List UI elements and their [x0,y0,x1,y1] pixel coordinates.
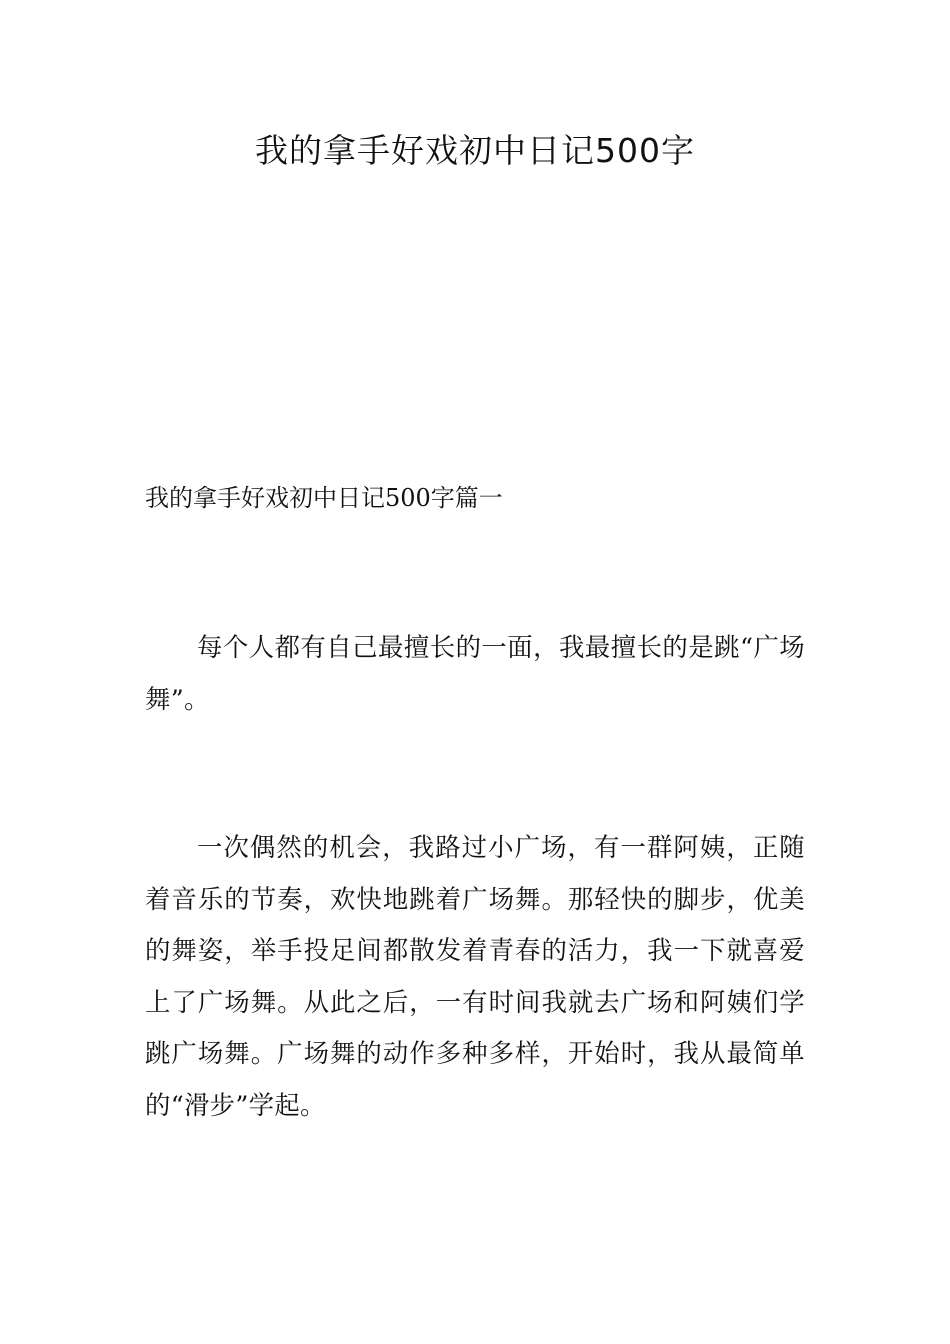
document-title: 我的拿手好戏初中日记500字 [255,131,695,170]
section-heading: 我的拿手好戏初中日记500字篇一 [145,484,503,512]
paragraph: 一次偶然的机会，我路过小广场，有一群阿姨，正随着音乐的节奏，欢快地跳着广场舞。那轻快的脚步，优美的舞姿，举手投足间都散发着青春的活力，我一下就喜爱上了广场舞。从此之后，一有时间我就去广场和阿姨们学跳广场舞。广场舞的动作多种多样，开始时，我从最简单的“滑步”学起。 [145,832,805,1120]
paragraph: 每个人都有自己最擅长的一面，我最擅长的是跳“广场舞”。 [145,632,805,714]
